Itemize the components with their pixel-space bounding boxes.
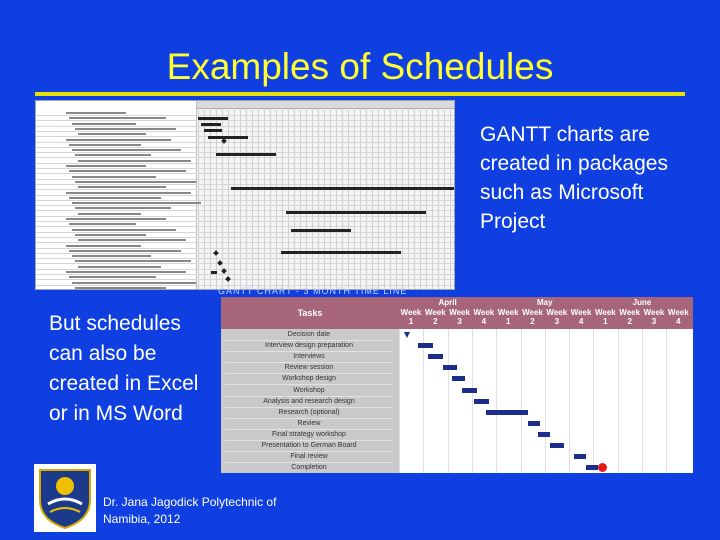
task-row-divider (36, 216, 454, 217)
task-name-text (66, 245, 141, 247)
task-name-text (72, 202, 201, 204)
task-name-text (72, 229, 176, 231)
timescale-gridline (276, 108, 277, 289)
timescale-gridline (420, 108, 421, 289)
task-label: Review session (225, 362, 393, 374)
task-name-text (66, 112, 126, 114)
week-label: Week 2 (522, 308, 543, 326)
gantt-task-bar (198, 117, 228, 120)
task-label: Completion (225, 462, 393, 473)
ms-project-screenshot (35, 100, 455, 290)
timescale-gridline (348, 108, 349, 289)
task-column (221, 329, 399, 473)
task-row-divider (36, 184, 454, 185)
gantt-bar (462, 388, 477, 393)
task-row-divider (36, 232, 454, 233)
task-name-text (69, 117, 166, 119)
task-name-text (69, 197, 161, 199)
gantt-task-bar (204, 129, 222, 132)
month-label: April (438, 298, 457, 307)
timescale-gridline (366, 108, 367, 289)
task-name-text (69, 170, 186, 172)
task-name-text (78, 213, 141, 215)
gantt-task-bar (286, 211, 426, 214)
timescale-gridline (330, 108, 331, 289)
task-row-divider (36, 173, 454, 174)
week-label: Week 4 (570, 308, 592, 326)
task-label: Workshop design (225, 373, 393, 385)
gantt-task-bar (291, 229, 351, 232)
excel-gantt-chart (221, 297, 693, 473)
week-gridline (399, 329, 400, 473)
gantt-bar (574, 454, 586, 459)
task-label: Review (225, 418, 393, 430)
decision-date-marker (404, 332, 410, 338)
gantt-task-bar (216, 153, 276, 156)
timescale-gridline (294, 108, 295, 289)
task-name-text (72, 123, 136, 125)
task-row-divider (36, 179, 454, 180)
week-gridline (521, 329, 522, 473)
timescale-gridline (324, 108, 325, 289)
gantt-bar (528, 421, 540, 426)
left-text: But schedules can also be created in Excel or in MS Word (49, 312, 199, 425)
task-row-divider (36, 279, 454, 280)
task-label: Decision date (225, 329, 393, 341)
week-label: Week 3 (643, 308, 665, 326)
task-row-divider (36, 226, 454, 227)
timescale-gridline (312, 108, 313, 289)
week-gridline (448, 329, 449, 473)
week-label: Week 1 (400, 308, 422, 326)
week-label: Week 1 (595, 308, 616, 326)
timescale-gridline (396, 108, 397, 289)
task-name-text (69, 144, 141, 146)
task-name-text (78, 239, 186, 241)
gantt-bar (443, 365, 458, 370)
task-label: Analysis and research design (225, 396, 393, 408)
timescale-gridline (204, 108, 205, 289)
task-name-text (69, 223, 136, 225)
task-name-text (66, 271, 186, 273)
task-row-divider (36, 126, 454, 127)
task-name-text (72, 176, 156, 178)
task-label: Final strategy workshop (225, 429, 393, 441)
timescale-gridline (444, 108, 445, 289)
month-label: May (537, 298, 553, 307)
task-name-text (75, 260, 191, 262)
task-name-text (75, 207, 171, 209)
timescale-gridline (258, 108, 259, 289)
timescale-gridline (384, 108, 385, 289)
timescale-gridline (378, 108, 379, 289)
timescale-gridline (270, 108, 271, 289)
gantt-task-bar (208, 136, 248, 139)
task-row-divider (36, 147, 454, 148)
task-name-text (66, 218, 166, 220)
month-label: June (632, 298, 652, 307)
week-gridline (666, 329, 667, 473)
task-name-text (75, 128, 176, 130)
gantt-bar (486, 410, 527, 415)
timescale-gridline (414, 108, 415, 289)
task-name-text (78, 266, 161, 268)
task-name-text (66, 192, 191, 194)
task-row-divider (36, 115, 454, 116)
screenshot-caption: GANTT CHART - 3 MONTH TIME LINE (218, 286, 408, 296)
task-name-text (75, 181, 196, 183)
week-gridline (593, 329, 594, 473)
timescale-gridline (264, 108, 265, 289)
footer-credit: Dr. Jana Jagodick Polytechnic of Namibia, 2012 (103, 495, 277, 526)
task-name-text (66, 139, 171, 141)
timescale-gridline (390, 108, 391, 289)
week-label: Week 2 (619, 308, 641, 326)
task-row-divider (36, 258, 454, 259)
gantt-bar (474, 399, 489, 404)
timescale-gridline (408, 108, 409, 289)
week-gridline (642, 329, 643, 473)
gantt-header (221, 297, 693, 329)
gantt-task-bar (281, 251, 401, 254)
timescale-gridline (342, 108, 343, 289)
task-name-text (69, 276, 156, 278)
week-label: Week 3 (546, 308, 568, 326)
task-label: Presentation to German Board (225, 440, 393, 452)
milestone-marker (225, 276, 231, 282)
week-label: Week 2 (424, 308, 446, 326)
task-row-divider (36, 120, 454, 121)
task-row-divider (36, 221, 454, 222)
timescale-gridline (306, 108, 307, 289)
gantt-bar (586, 465, 598, 470)
gantt-bar (452, 376, 464, 381)
task-name-text (78, 186, 166, 188)
week-label: Week 4 (473, 308, 495, 326)
task-label: Interview design preparation (225, 340, 393, 352)
title-underline (35, 92, 685, 96)
task-label: Interviews (225, 351, 393, 363)
timescale-gridline (360, 108, 361, 289)
gantt-task-bar (231, 187, 455, 190)
task-name-text (72, 282, 196, 284)
task-label: Workshop (225, 385, 393, 397)
milestone-marker (213, 250, 219, 256)
gantt-bar (418, 343, 433, 348)
task-row-divider (36, 205, 454, 206)
task-row-divider (36, 195, 454, 196)
gantt-bar (428, 354, 443, 359)
timescale-gridline (282, 108, 283, 289)
gantt-task-bar (201, 123, 221, 126)
tasks-header: Tasks (297, 308, 323, 318)
task-row-divider (36, 142, 454, 143)
task-row-divider (36, 237, 454, 238)
task-row-divider (36, 168, 454, 169)
week-gridline (545, 329, 546, 473)
gantt-bar (550, 443, 565, 448)
week-gridline (496, 329, 497, 473)
task-name-text (75, 287, 166, 289)
timescale-gridline (288, 108, 289, 289)
gantt-bar (538, 432, 550, 437)
week-gridline (472, 329, 473, 473)
timescale-gridline (300, 108, 301, 289)
slide-title: Examples of Schedules (166, 46, 554, 87)
timescale-gridline (198, 108, 199, 289)
task-name-text (78, 133, 146, 135)
week-gridline (423, 329, 424, 473)
week-label: Week 4 (667, 308, 689, 326)
timescale-gridline (372, 108, 373, 289)
timescale-gridline (432, 108, 433, 289)
task-row-divider (36, 163, 454, 164)
completion-marker (598, 463, 607, 472)
timescale-gridline (438, 108, 439, 289)
task-name-text (75, 234, 146, 236)
task-row-divider (36, 269, 454, 270)
polytechnic-logo (34, 464, 96, 532)
task-row-divider (36, 242, 454, 243)
task-row-divider (36, 248, 454, 249)
task-name-text (72, 149, 181, 151)
timescale-gridline (252, 108, 253, 289)
task-row-divider (36, 274, 454, 275)
task-label: Research (optional) (225, 407, 393, 419)
gantt-task-bar (211, 271, 217, 274)
task-name-text (69, 250, 181, 252)
task-row-divider (36, 263, 454, 264)
task-name-text (75, 154, 151, 156)
task-row-divider (36, 200, 454, 201)
week-label: Week 1 (497, 308, 519, 326)
task-name-text (66, 165, 146, 167)
timescale-gridline (354, 108, 355, 289)
task-row-divider (36, 157, 454, 158)
right-text: GANTT charts are created in packages such as Microsoft Project (480, 123, 668, 233)
week-gridline (618, 329, 619, 473)
timescale-gridline (336, 108, 337, 289)
task-name-text (72, 255, 151, 257)
timescale-gridline (318, 108, 319, 289)
week-label: Week 3 (449, 308, 470, 326)
timescale-gridline (450, 108, 451, 289)
task-name-text (78, 160, 191, 162)
timescale-gridline (402, 108, 403, 289)
timescale-gridline (426, 108, 427, 289)
task-label: Final review (225, 451, 393, 463)
week-gridline (569, 329, 570, 473)
task-row-divider (36, 131, 454, 132)
